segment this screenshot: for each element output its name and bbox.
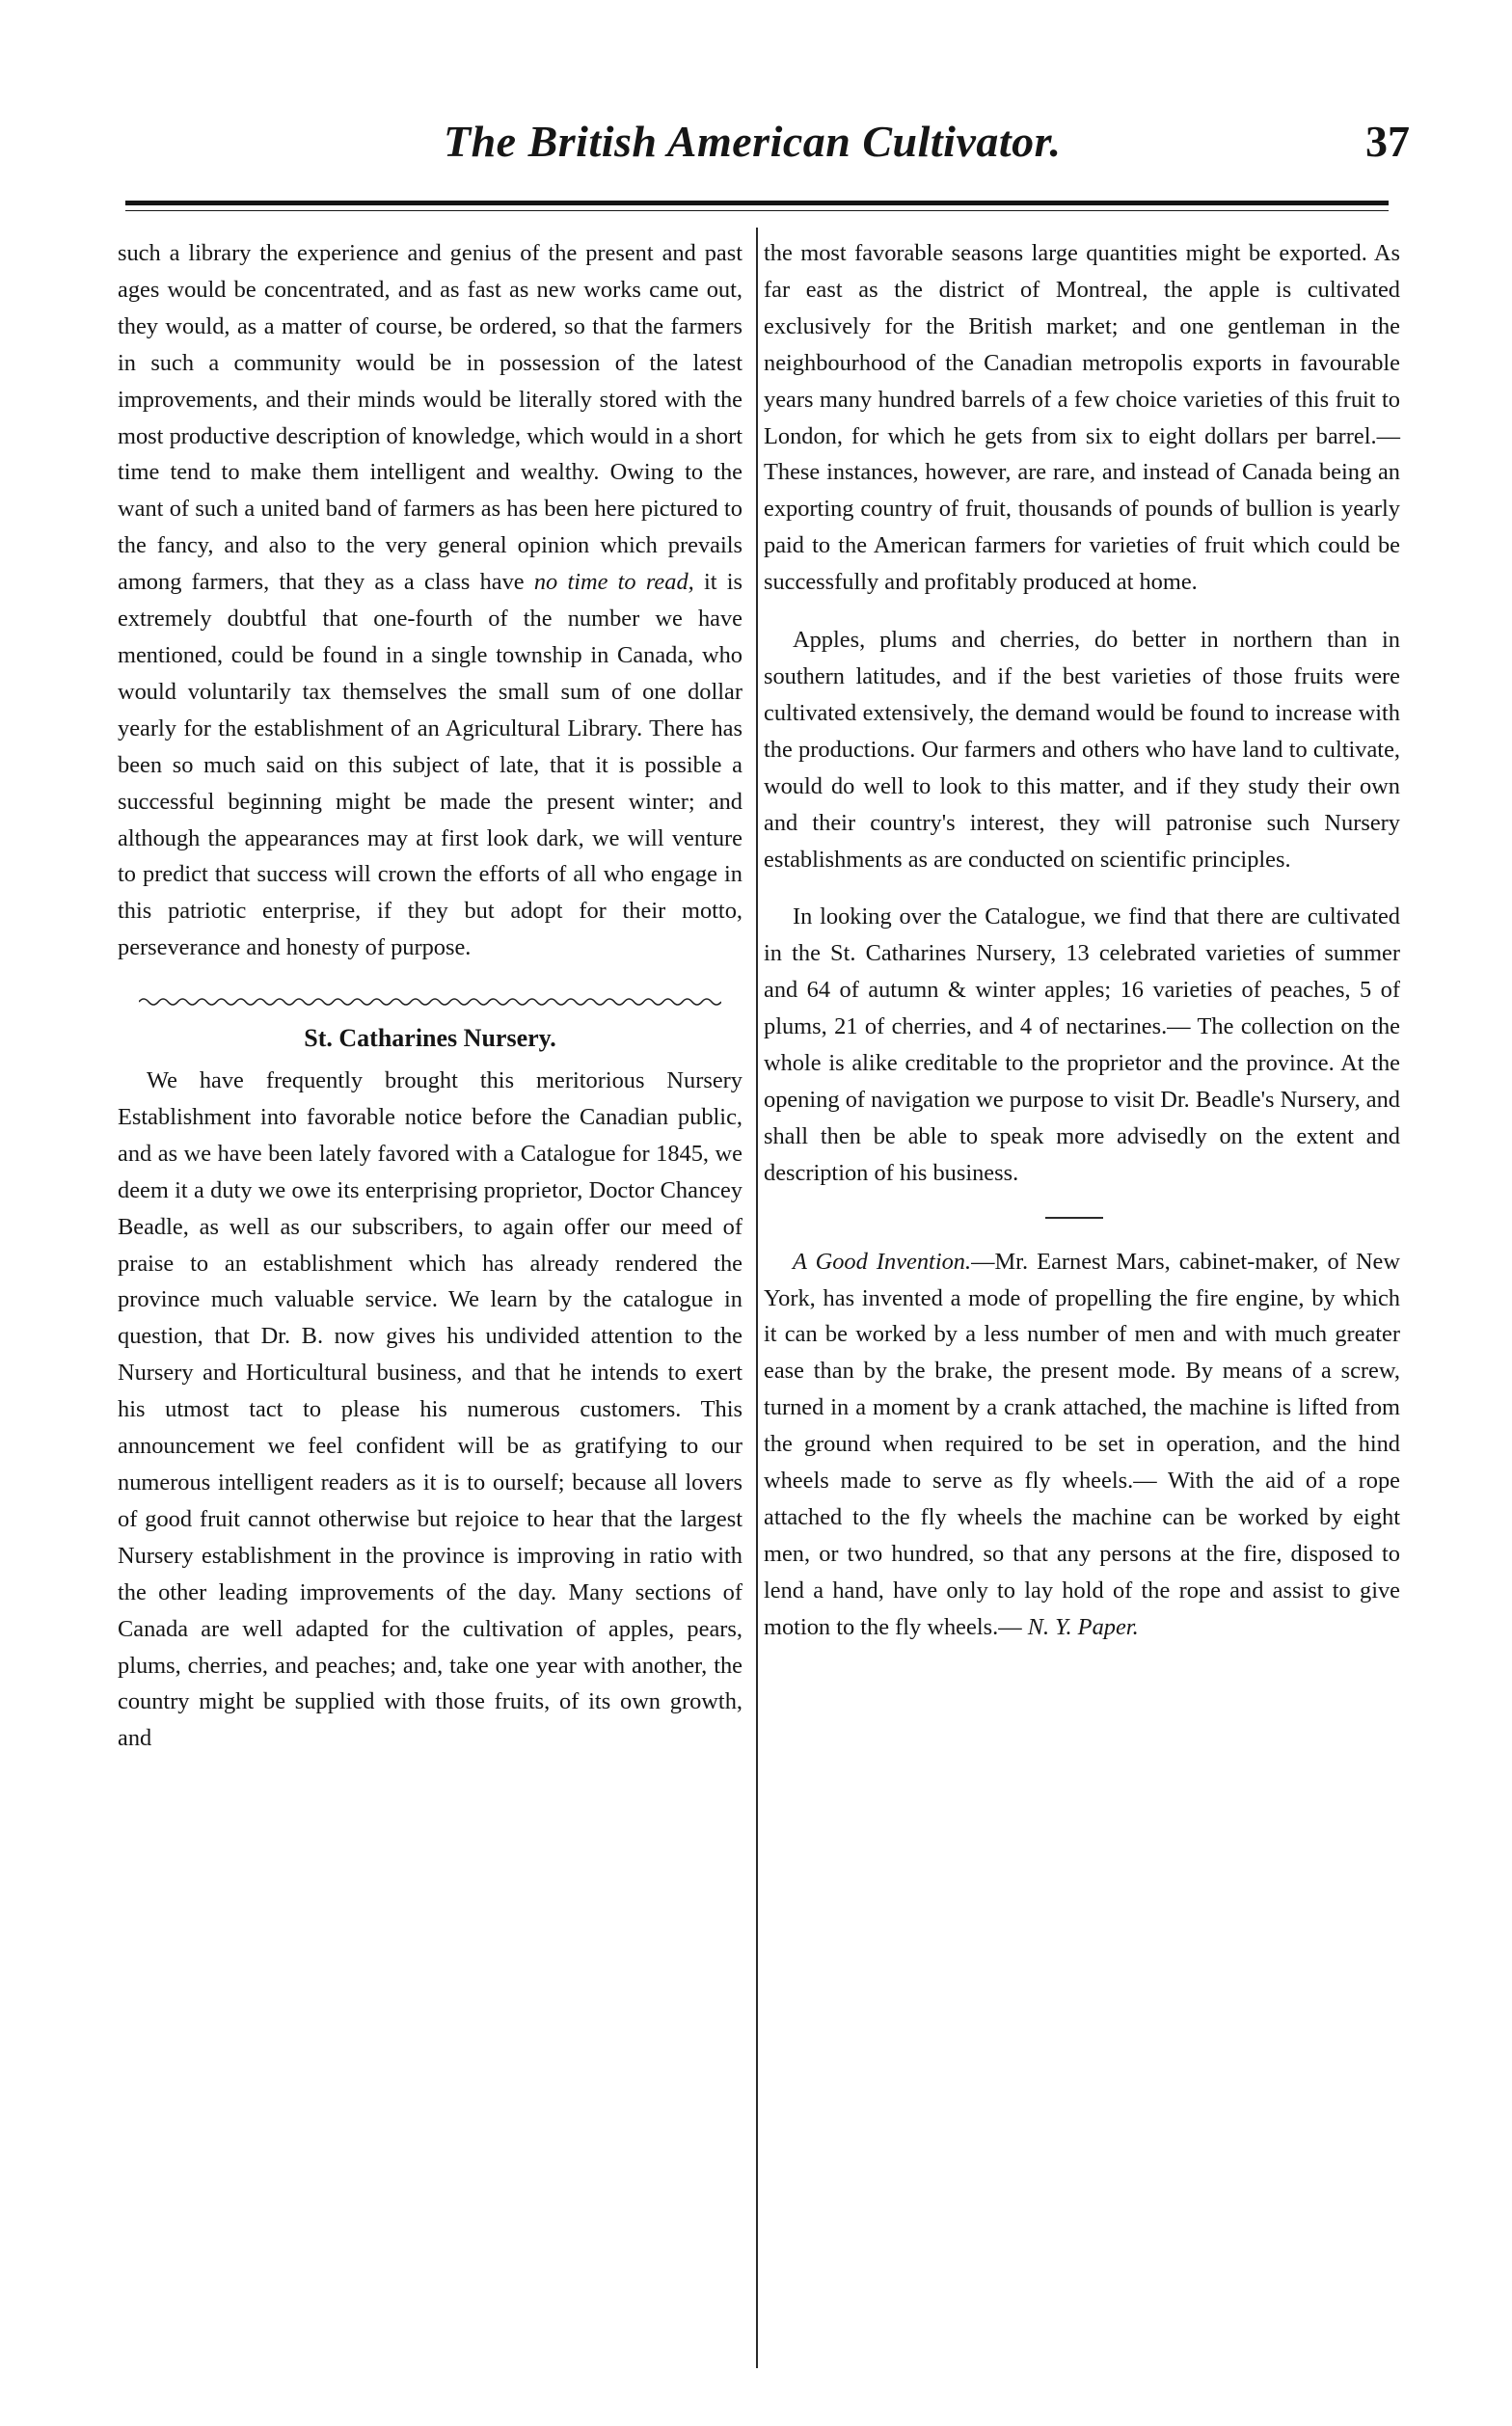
section-ornament (139, 995, 721, 1009)
page-number: 37 (1365, 117, 1410, 166)
invention-title: A Good Invention. (793, 1248, 972, 1275)
header-rule-thin (125, 210, 1389, 211)
invention-text: —Mr. Earnest Mars, cabinet-maker, of New York, has invented a mode of propelling the fire engine, by which it can be worked by a less number of men and with much greater ease than by the brake, the present mode. By means of a screw, turned in a moment by a crank attached, the machine is lifted from the ground when required to be set in operation, and the hind wheels made to serve as fly wheels.— With the aid of a rope attached to the fly wheels the machine can be worked by eight men, or two hundred, so that any persons at the fire, disposed to lend a hand, have only to lay hold of the rope and assist to give motion to the fly wheels.— (764, 1248, 1400, 1640)
nursery-paragraph: We have frequently brought this meritorious Nursery Establishment into favorable notice before the Canadian public, and as we have been lately favored with a Catalogue for 1845, we deem it a duty we owe its enterprising proprietor, Doctor Chancey Beadle, as well as our subscribers, to again offer our meed of praise to an establishment which has already rendered the province much valuable service. We learn by the catalogue in question, that Dr. B. now gives his undivided attention to the Nursery and Horticultural business, and that he intends to exert his utmost tact to please his numerous customers. This announcement we feel confident will be as gratifying to our numerous intelligent readers as it is to ourself; because all lovers of good fruit cannot otherwise but rejoice to hear that the largest Nursery establishment in the province is improving in ratio with the other leading improvements of the day. Many sections of Canada are well adapted for the cultivation of apples, pears, plums, cherries, and peaches; and, take one year with another, the country might be supplied with those fruits, of its own growth, and (118, 1067, 742, 1752)
running-title: The British American Cultivator. (444, 117, 1062, 166)
invention-source: N. Y. Paper. (1027, 1613, 1139, 1640)
column-divider (756, 228, 758, 2368)
section-heading: St. Catharines Nursery. (304, 1024, 556, 1053)
latitudes-paragraph: Apples, plums and cherries, do better in northern than in southern latitudes, and if the best varieties of those fruits were cultivated extensively, the demand would be found to increase with the productions. Our farmers and others who have land to cultivate, would do well to look to this matter, and if they study their own and their country's interest, they will patronise such Nursery establishments as are conducted on scientific principles. (764, 627, 1400, 873)
export-paragraph: the most favorable seasons large quantities might be exported. As far east as the district of Montreal, the apple is cultivated exclusively for the British market; and one gentleman in the neighbourhood of the Canadian metropolis exports in favourable years many hundred barrels of a few choice varieties of this fruit to London, for which he gets from six to eight dollars per barrel.— These instances, however, are rare, and instead of Canada being an exporting country of fruit, thousands of pounds of bullion is yearly paid to the American farmers for varieties of fruit which could be successfully and profitably produced at home. (764, 240, 1400, 596)
invention-paragraph (764, 1244, 1400, 1646)
library-paragraph (118, 235, 742, 966)
library-paragraph-emphasis: no time to read, (533, 569, 694, 596)
article-separator (1045, 1217, 1103, 1219)
header-rule (125, 201, 1389, 205)
right-column (764, 235, 1400, 1646)
catalogue-paragraph: In looking over the Catalogue, we find that there are cultivated in the St. Catharines Nursery, 13 celebrated varieties of summer and 64 of autumn & winter apples; 16 varieties of peaches, 5 of plums, 21 of cherries, and 4 of nectarines.— The collection on the whole is alike creditable to the proprietor and the province. At the opening of navigation we purpose to visit Dr. Beadle's Nursery, and shall then be able to speak more advisedly on the extent and description of his business. (764, 903, 1400, 1186)
page-header (0, 116, 1512, 183)
library-paragraph-tail: it is extremely doubtful that one-fourth of the number we have mentioned, could be found in a single township in Canada, who would voluntarily tax themselves the small sum of one dollar yearly for the establishment of an Agricultural Library. There has been so much said on this subject of late, that it is possible a successful beginning might be made the present winter; and although the appearances may at first look dark, we will venture to predict that success will crown the efforts of all who engage in this patriotic enterprise, if they but adopt for their motto, perseverance and honesty of purpose. (118, 569, 743, 961)
library-paragraph-text: such a library the experience and genius of the present and past ages would be concentrated, and as fast as new works came out, they would, as a matter of course, be ordered, so that the farmers in such a community would be in possession of the latest improvements, and their minds would be literally stored with the most productive description of knowledge, which would in a short time tend to make them intelligent and wealthy. Owing to the want of such a united band of farmers as has been here pictured to the fancy, and also to the very general opinion which prevails among farmers, that they as a class have (118, 240, 742, 596)
left-column (118, 235, 742, 1757)
